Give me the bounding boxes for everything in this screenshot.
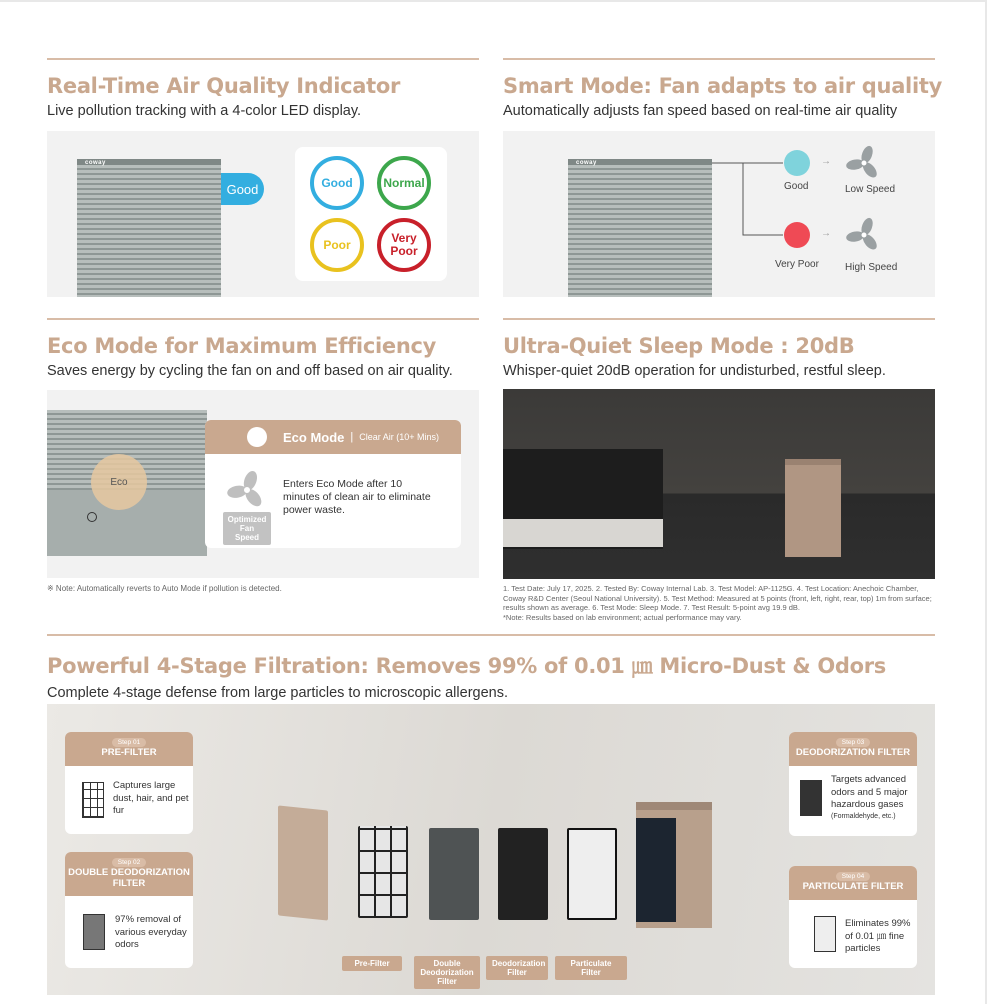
section-divider xyxy=(47,634,935,636)
low-speed-label: Low Speed xyxy=(845,184,896,195)
fan-low-icon xyxy=(846,145,882,181)
grid-filter-icon xyxy=(82,782,104,818)
section-divider xyxy=(503,58,935,60)
eco-bubble: Eco xyxy=(91,454,147,510)
gray-filter-icon xyxy=(83,914,105,950)
eco-mode-title: Eco Mode xyxy=(283,429,345,445)
section-divider xyxy=(47,58,479,60)
legend-good: Good xyxy=(310,156,364,210)
label-deodorization: Deodorization Filter xyxy=(486,956,548,980)
eco-note: ※ Note: Automatically reverts to Auto Mode if pollution is detected. xyxy=(47,584,282,593)
section-title: Eco Mode for Maximum Efficiency xyxy=(47,334,437,358)
step-desc: Captures large dust, hair, and pet fur xyxy=(113,780,189,816)
section-subtitle: Saves energy by cycling the fan on and off based on air quality. xyxy=(47,363,453,379)
brand-logo: coway xyxy=(576,160,597,166)
arrow-icon: → xyxy=(821,228,831,239)
section-title: Ultra-Quiet Sleep Mode : 20dB xyxy=(503,334,855,358)
filtration-section xyxy=(47,634,935,701)
eco-mode-panel xyxy=(47,390,479,578)
step-02-card: Step 02 DOUBLE DEODORIZATION FILTER 97% removal of various everyday odors xyxy=(65,852,193,968)
eco-button-icon xyxy=(87,512,97,522)
very-poor-indicator-dot xyxy=(784,222,810,248)
legend-poor: Poor xyxy=(310,218,364,272)
step-01-card: Step 01 PRE-FILTER Captures large dust, hair, and pet fur xyxy=(65,732,193,834)
white-filter-icon xyxy=(814,916,836,952)
legend-normal: Normal xyxy=(377,156,431,210)
smart-mode-panel xyxy=(503,131,935,297)
arrow-icon: → xyxy=(821,156,831,167)
eco-mode-section xyxy=(47,318,479,379)
optimized-fan-chip: Optimized Fan Speed xyxy=(223,512,271,545)
status-led-badge: Good xyxy=(221,173,264,205)
eco-description: Enters Eco Mode after 10 minutes of clean air to eliminate power waste. xyxy=(283,478,431,516)
legend-very-poor: Very Poor xyxy=(377,218,431,272)
filtration-panel xyxy=(47,704,935,995)
fan-icon xyxy=(227,470,267,510)
section-title: Powerful 4-Stage Filtration: Removes 99% of 0.01 ㎛ Micro-Dust & Odors xyxy=(47,654,887,678)
purifier-image xyxy=(77,159,221,297)
eco-mode-detail: Clear Air (10+ Mins) xyxy=(359,432,440,442)
section-divider xyxy=(47,318,479,320)
section-title: Real-Time Air Quality Indicator xyxy=(47,74,401,98)
section-subtitle: Whisper-quiet 20dB operation for undisturbed, restful sleep. xyxy=(503,363,886,379)
label-pre-filter: Pre-Filter xyxy=(342,956,402,971)
pre-filter-panel xyxy=(278,805,328,920)
aqi-section xyxy=(47,58,479,119)
label-double-deodorization: Double Deodorization Filter xyxy=(414,956,480,989)
label-particulate: Particulate Filter xyxy=(555,956,627,980)
top-border xyxy=(0,0,987,2)
section-title: Smart Mode: Fan adapts to air quality xyxy=(503,74,942,98)
step-04-card: Step 04 PARTICULATE FILTER Eliminates 99% of 0.01 ㎛ fine particles xyxy=(789,866,917,968)
eco-mode-icon xyxy=(247,427,267,447)
good-label: Good xyxy=(784,181,809,192)
deodorization-panel xyxy=(498,828,548,920)
purifier-closeup xyxy=(47,410,207,556)
section-subtitle: Complete 4-stage defense from large particles to microscopic allergens. xyxy=(47,685,508,701)
aqi-panel xyxy=(47,131,479,297)
brand-logo: coway xyxy=(85,160,106,166)
test-footnote: 1. Test Date: July 17, 2025. 2. Tested By: Coway Internal Lab. 3. Test Model: AP-1125G. 4. Test Location: Anechoic Chamber, Coway R&D Center (Seoul National University). 5. Test Method: Measured at 5 points (front, left, right, rear, top) 1m from surface; results shown as average. 6. Test Mode: Sleep Mode. 7. Test Result: 5-point avg 19.9 dB. *Note: Results based on lab environment; actual performance may vary. xyxy=(503,584,932,622)
step-name: DOUBLE DEODORIZATION FILTER xyxy=(68,867,190,889)
fan-high-icon xyxy=(846,217,882,253)
eco-card-header: Eco Mode | Clear Air (10+ Mins) xyxy=(205,420,461,454)
section-subtitle: Live pollution tracking with a 4-color LED display. xyxy=(47,103,362,119)
dark-filter-icon xyxy=(800,780,822,816)
pre-filter-mesh xyxy=(358,826,408,918)
section-subtitle: Automatically adjusts fan speed based on real-time air quality xyxy=(503,103,898,119)
step-name: PRE-FILTER xyxy=(101,747,157,758)
smart-mode-section xyxy=(503,58,942,119)
step-desc: 97% removal of various everyday odors xyxy=(115,914,187,950)
color-legend xyxy=(295,147,447,281)
eco-info-card xyxy=(205,420,461,548)
step-03-card: Step 03 DEODORIZATION FILTER Targets advanced odors and 5 major hazardous gases (Formaldehyde, etc.) xyxy=(789,732,917,836)
step-desc: Targets advanced odors and 5 major hazardous gases (Formaldehyde, etc.) xyxy=(831,774,908,820)
very-poor-label: Very Poor xyxy=(775,259,819,270)
purifier-image xyxy=(568,159,712,297)
step-name: PARTICULATE FILTER xyxy=(802,881,904,892)
purifier-photo xyxy=(785,459,841,557)
section-divider xyxy=(503,318,935,320)
high-speed-label: High Speed xyxy=(845,262,898,273)
double-deodorization-panel xyxy=(429,828,479,920)
particulate-panel xyxy=(567,828,617,920)
bedroom-photo xyxy=(503,389,935,579)
good-indicator-dot xyxy=(784,150,810,176)
step-name: DEODORIZATION FILTER xyxy=(795,747,911,758)
sleep-mode-section xyxy=(503,318,935,379)
step-desc: Eliminates 99% of 0.01 ㎛ fine particles xyxy=(845,918,911,954)
purifier-with-light xyxy=(636,802,712,928)
